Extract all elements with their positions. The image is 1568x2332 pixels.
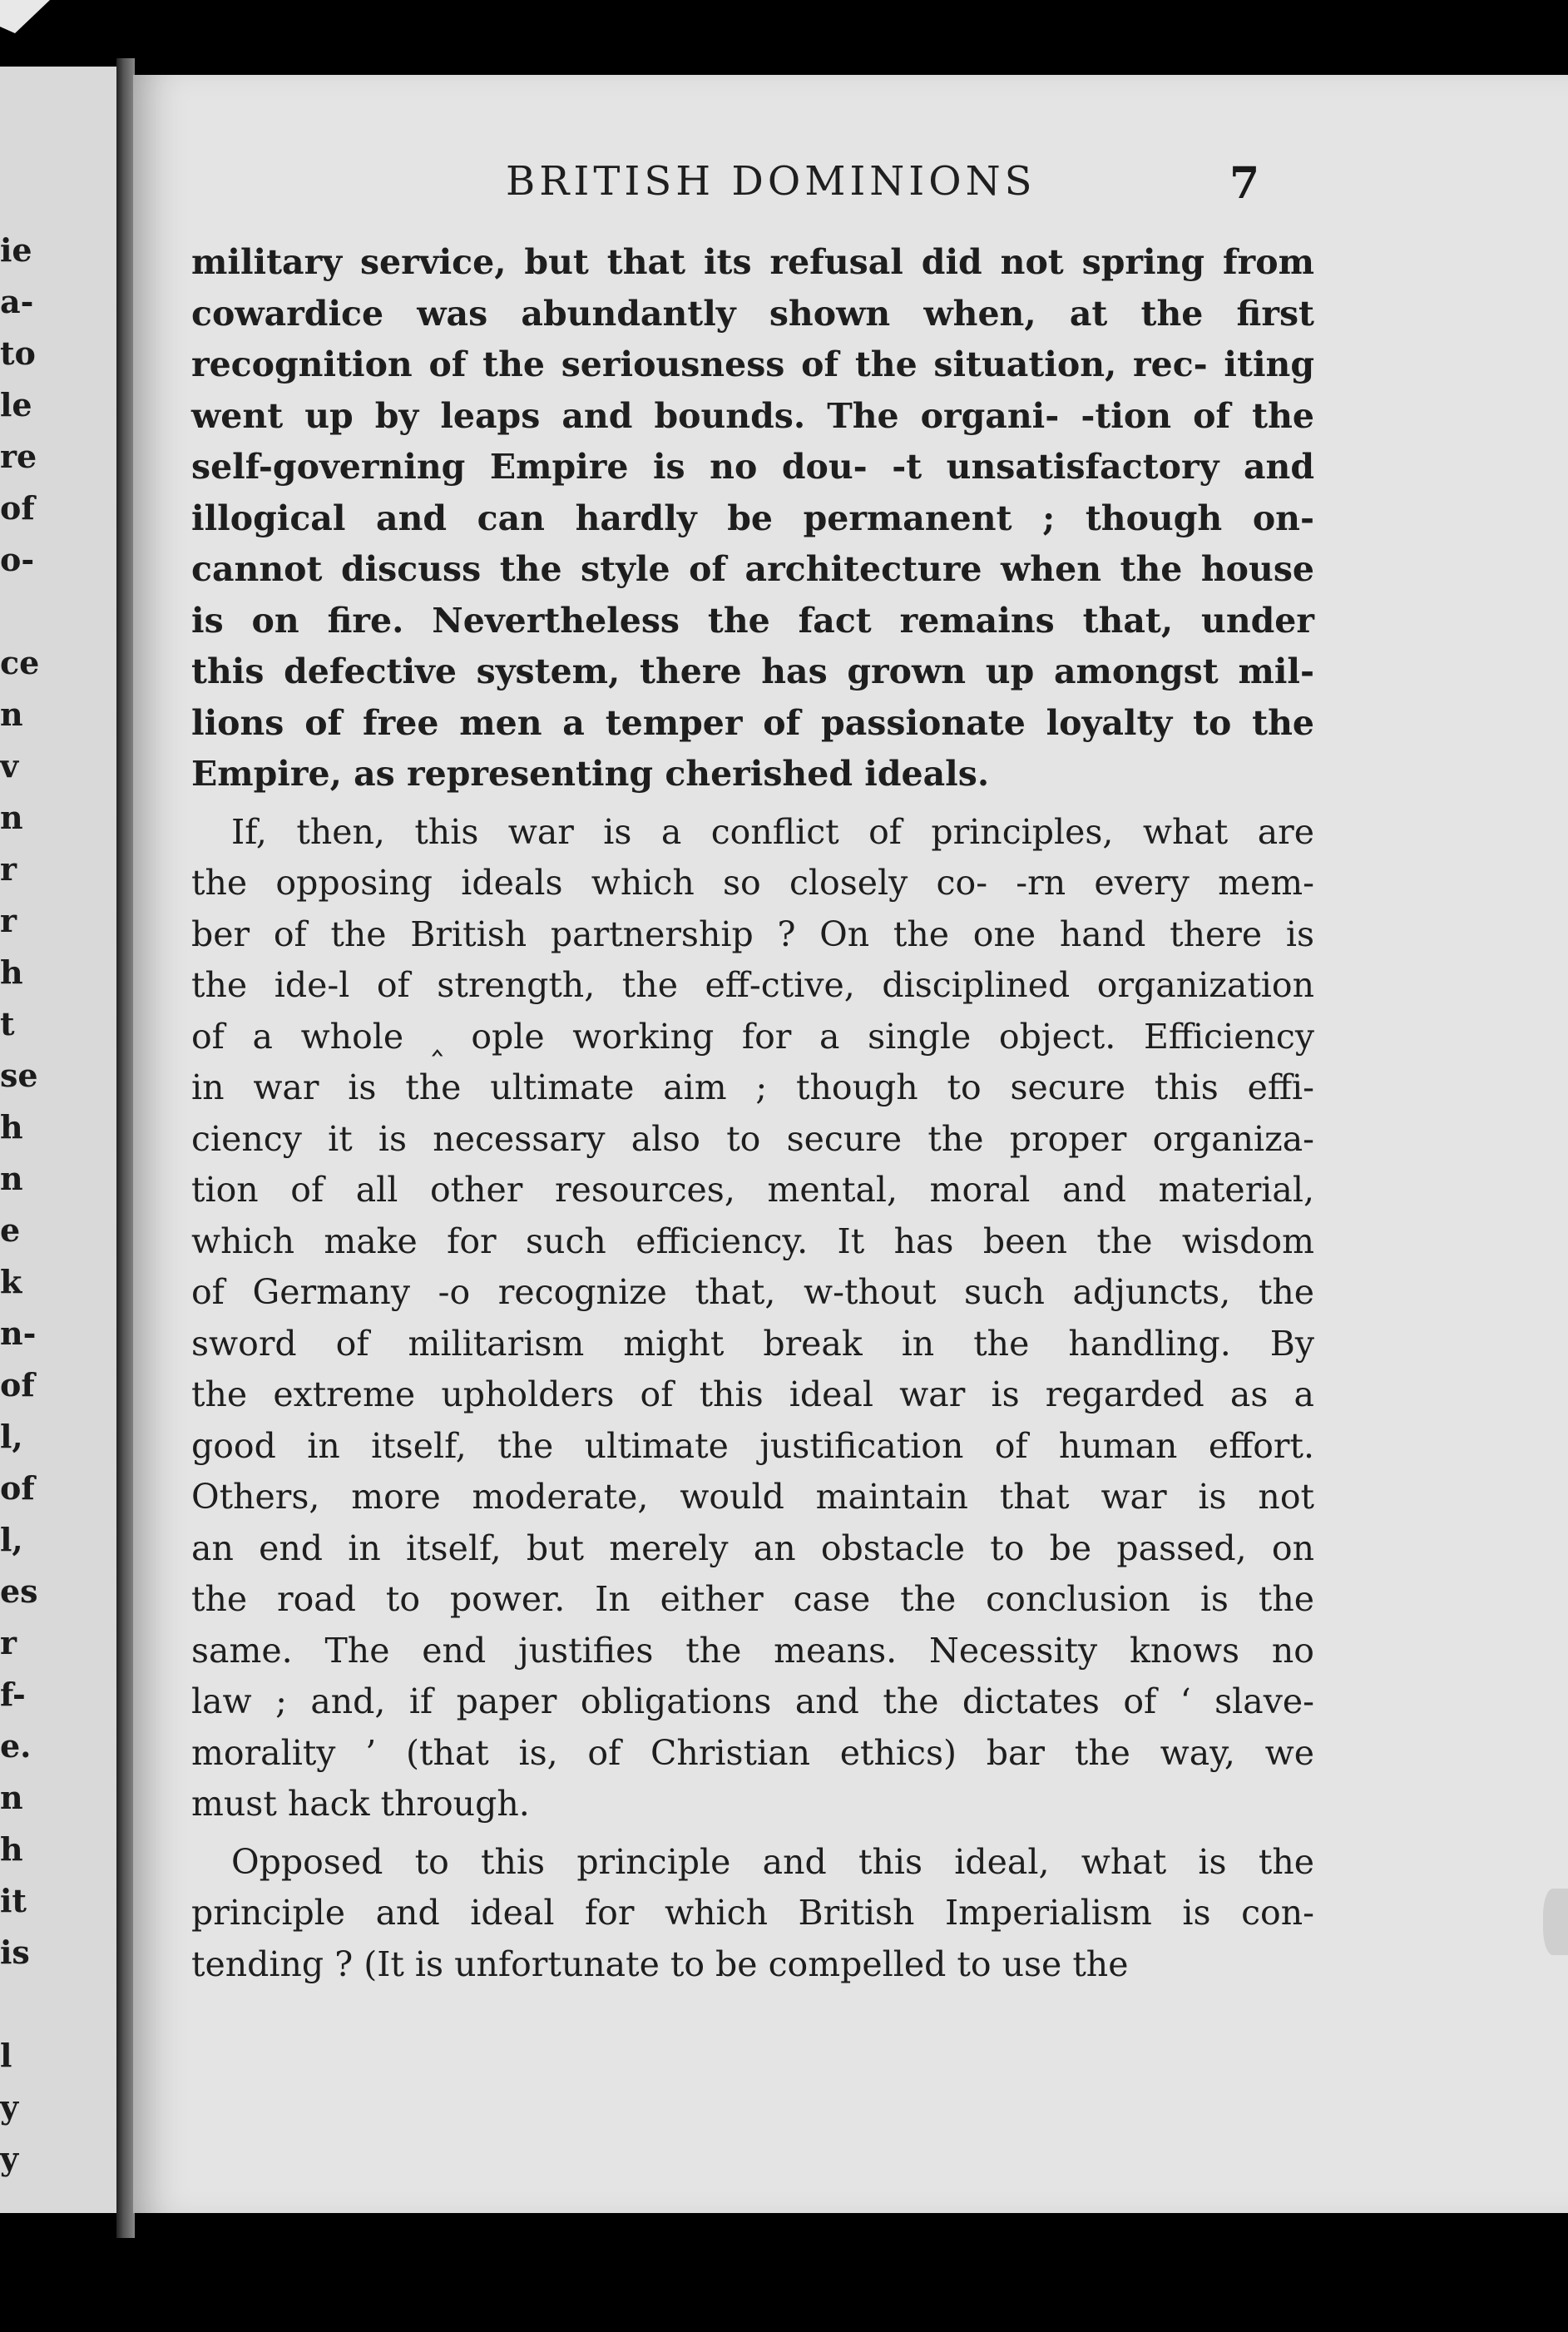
page-edge-damage — [1543, 1889, 1568, 1955]
text-line: this defective system, there has grown up amongst mil- — [191, 651, 1314, 691]
text-line: an end in itself, but merely an obstacle to be passed, on — [191, 1527, 1314, 1568]
text-line: cannot discuss the style of architecture when the house — [191, 549, 1314, 589]
text-line: lions of free men a temper of passionate loyalty to the — [191, 702, 1314, 743]
facing-page-line: h — [0, 1830, 23, 1868]
text-line: Others, more moderate, would maintain that war is not — [191, 1477, 1314, 1517]
facing-page-line: r — [0, 1624, 17, 1661]
book-page — [133, 75, 1568, 2213]
running-title: BRITISH DOMINIONS — [506, 158, 1036, 205]
facing-page-line: is — [0, 1933, 30, 1971]
facing-page-line: k — [0, 1263, 22, 1300]
text-line: which make for such efficiency. It has been the wisdom — [191, 1220, 1314, 1261]
torn-corner — [0, 0, 50, 33]
paragraph — [191, 1837, 1314, 1991]
text-line: the opposing ideals which so closely co‐ ‐rn every mem- — [191, 863, 1314, 903]
facing-page-line: se — [0, 1057, 38, 1094]
facing-page-line — [0, 1978, 116, 2030]
facing-page-text — [0, 225, 116, 2185]
text-line: If, then, this war is a conflict of principles, what are — [231, 811, 1314, 852]
facing-page-line: es — [0, 1572, 38, 1610]
paragraph — [191, 237, 1314, 800]
text-line: morality ’ (that is, of Christian ethics) bar the way, we — [191, 1732, 1314, 1773]
facing-page-line: a- — [0, 283, 34, 320]
facing-page-line: n — [0, 799, 23, 836]
paragraph-gap — [191, 1830, 1314, 1837]
text-line: recognition of the seriousness of the situation, rec‐ iting — [191, 344, 1314, 384]
text-line: tending ? (It is unfortunate to be compelled to use the — [191, 1943, 1129, 1984]
text-line: the ide‐l of strength, the eff‐ctive, disciplined organization — [191, 965, 1314, 1005]
facing-page-line: h — [0, 953, 23, 991]
text-line: cowardice was abundantly shown when, at the first — [191, 293, 1314, 334]
text-line: the road to power. In either case the conclusion is the — [191, 1579, 1314, 1619]
paragraph-gap — [191, 800, 1314, 807]
facing-page-line: of — [0, 1366, 35, 1404]
running-head — [133, 158, 1464, 225]
facing-page-line: f- — [0, 1676, 26, 1713]
facing-page-line: e. — [0, 1727, 32, 1765]
facing-page-line: t — [0, 1005, 15, 1042]
paragraph — [191, 807, 1314, 1830]
facing-page-line: ie — [0, 231, 32, 269]
facing-page-line: r — [0, 850, 17, 888]
facing-page-line: o- — [0, 541, 35, 578]
text-line: law ; and, if paper obligations and the dictates of ‘ slave- — [191, 1681, 1314, 1721]
page-number: 7 — [1229, 158, 1260, 209]
text-line: tion of all other resources, mental, moral and material, — [191, 1170, 1314, 1210]
facing-page-line: h — [0, 1108, 23, 1146]
facing-page-line: of — [0, 489, 35, 527]
facing-page-line: to — [0, 334, 36, 372]
facing-page-fragment — [0, 67, 116, 2213]
text-line: good in itself, the ultimate justification of human effort. — [191, 1425, 1314, 1466]
text-line: self-governing Empire is no dou‐ ‐t unsatisfactory and — [191, 447, 1314, 487]
text-line: of a whole ‸ ople working for a single object. Efficiency — [191, 1016, 1314, 1057]
facing-page-line: l — [0, 2037, 12, 2074]
facing-page-line: ce — [0, 644, 40, 681]
facing-page-line — [0, 586, 116, 637]
facing-page-line: e — [0, 1211, 21, 1249]
facing-page-line: re — [0, 438, 37, 475]
text-line: same. The end justifies the means. Necessity knows no — [191, 1630, 1314, 1671]
text-line: is on fire. Nevertheless the fact remains that, under — [191, 600, 1314, 641]
facing-page-line: n — [0, 1779, 23, 1816]
text-line: sword of militarism might break in the handling. By — [191, 1323, 1314, 1364]
facing-page-line: of — [0, 1469, 35, 1507]
facing-page-line: r — [0, 902, 17, 939]
text-line: Empire, as representing cherished ideals. — [191, 754, 990, 794]
facing-page-line: n — [0, 696, 23, 733]
text-line: the extreme upholders of this ideal war is regarded as a — [191, 1374, 1314, 1414]
text-line: must hack through. — [191, 1784, 530, 1824]
text-line: in war is the ultimate aim ; though to secure this effi- — [191, 1067, 1314, 1107]
book-gutter — [116, 58, 135, 2238]
text-line: of Germany ‐o recognize that, w‐thout such adjuncts, the — [191, 1272, 1314, 1312]
text-line: went up by leaps and bounds. The organi‐ ‐tion of the — [191, 395, 1314, 436]
facing-page-line: y — [0, 2088, 19, 2126]
facing-page-line: l, — [0, 1418, 23, 1455]
facing-page-line: y — [0, 2140, 19, 2177]
facing-page-line: l, — [0, 1521, 23, 1558]
text-line: military service, but that its refusal did not spring from — [191, 242, 1314, 282]
facing-page-line: le — [0, 386, 32, 423]
body-text — [191, 237, 1314, 1990]
facing-page-line: n — [0, 1160, 23, 1197]
facing-page-line: v — [0, 747, 19, 785]
facing-page-line: it — [0, 1882, 27, 1919]
text-line: ciency it is necessary also to secure the proper organiza- — [191, 1118, 1314, 1159]
text-line: principle and ideal for which British Imperialism is con- — [191, 1893, 1314, 1933]
text-line: illogical and can hardly be permanent ; though on‐ — [191, 498, 1314, 538]
text-line: Opposed to this principle and this ideal, what is the — [231, 1841, 1314, 1882]
text-line: ber of the British partnership ? On the one hand there is — [191, 913, 1314, 954]
facing-page-line: n- — [0, 1315, 37, 1352]
